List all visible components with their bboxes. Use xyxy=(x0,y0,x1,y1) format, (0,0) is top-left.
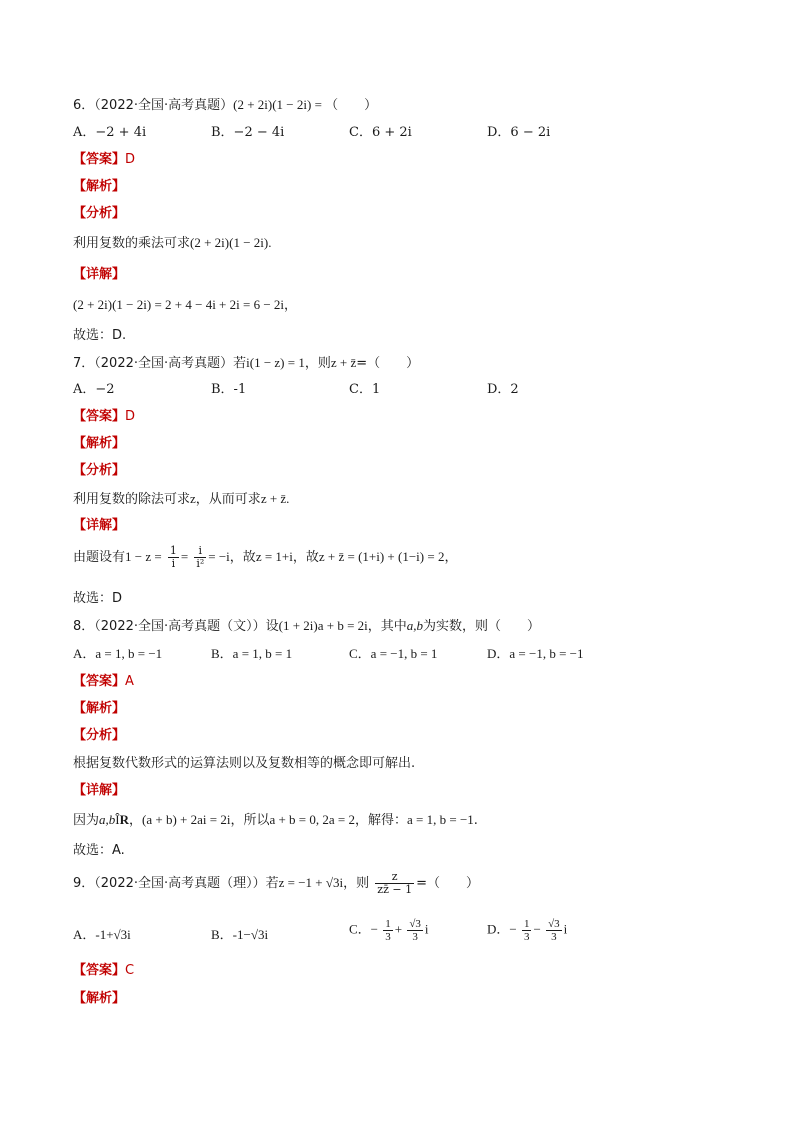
q9-stem-fraction: $\frac{z}{zz̄ - 1}$ xyxy=(377,870,413,896)
q8-option-b[interactable]: B．a = 1, b = 1 xyxy=(211,646,293,661)
q6-answer: 【答案】D xyxy=(73,152,136,167)
q6-option-d[interactable]: D．6 − 2i xyxy=(487,125,551,140)
q7-option-b[interactable]: B．-1 xyxy=(211,382,247,397)
q7-choose: 故选：D xyxy=(73,591,123,606)
q8-fenxi: 根据复数代数形式的运算法则以及复数相等的概念即可解出. xyxy=(73,756,416,771)
q7-option-d[interactable]: D．2 xyxy=(487,382,519,397)
q8-option-a[interactable]: A．a = 1, b = −1 xyxy=(73,646,163,661)
q7-stem: 7．（2022·全国·高考真题）若i(1 − z) = 1，则z + z̄=（ ） xyxy=(73,355,420,371)
q9-option-a[interactable]: A．-1+√3i xyxy=(73,927,131,942)
q6-fenxi-tag: 【分析】 xyxy=(73,206,126,221)
q9-answer: 【答案】C xyxy=(73,963,135,978)
q6-option-c[interactable]: C．6 + 2i xyxy=(349,125,412,140)
q9-option-b[interactable]: B．-1−√3i xyxy=(211,927,269,942)
q7-fenxi-tag: 【分析】 xyxy=(73,463,126,478)
q9-stem: 9．（2022·全国·高考真题（理））若z = −1 + √3i，则 $\frac{z}{zz̄ - 1}$ =（ ） xyxy=(73,870,480,896)
q8-jiexi-tag: 【解析】 xyxy=(73,701,126,716)
q8-option-d[interactable]: D．a = −1, b = −1 xyxy=(487,646,584,661)
q7-xiangjie-tag: 【详解】 xyxy=(73,518,126,533)
q8-xiangjie-tag: 【详解】 xyxy=(73,783,126,798)
q6-jiexi-tag: 【解析】 xyxy=(73,179,126,194)
q7-jiexi-tag: 【解析】 xyxy=(73,436,126,451)
q9-option-d[interactable]: D．− $\frac{1}{3}$ − $\frac{√3}{3}$ i xyxy=(487,918,568,943)
q6-option-b[interactable]: B．−2 − 4i xyxy=(211,125,285,140)
q9-option-c[interactable]: C．− $\frac{1}{3}$ + $\frac{√3}{3}$ i xyxy=(349,918,429,943)
q7-fenxi: 利用复数的除法可求z，从而可求z + z̄. xyxy=(73,491,290,507)
q7-option-c[interactable]: C．1 xyxy=(349,382,381,397)
q7-answer: 【答案】D xyxy=(73,409,136,424)
q8-detail: 因为a,bÎR，(a + b) + 2ai = 2i，所以a + b = 0, 2a = 2，解得：a = 1, b = −1. xyxy=(73,812,478,828)
q6-option-a[interactable]: A．−2 + 4i xyxy=(73,125,147,140)
q7-detail: 由题设有1 − z = $\frac{1}{i}$ = $\frac{i}{\text{i²}}$ = −i，故z = 1+i，故z + z̄ = (1+i) + (1−i) = 2， xyxy=(73,544,458,570)
q8-choose: 故选：A. xyxy=(73,843,125,858)
q8-stem: 8．（2022·全国·高考真题（文））设(1 + 2i)a + b = 2i，其中a,b为实数，则（ ） xyxy=(73,618,541,634)
q7-frac-1-over-i: $\frac{1}{i}$ xyxy=(169,544,177,570)
q6-fenxi: 利用复数的乘法可求(2 + 2i)(1 − 2i). xyxy=(73,235,272,251)
q7-frac-i-over-i2: $\frac{i}{\text{i²}}$ xyxy=(196,544,205,570)
q6-xiangjie-tag: 【详解】 xyxy=(73,267,126,282)
q6-detail: (2 + 2i)(1 − 2i) = 2 + 4 − 4i + 2i = 6 − 2i， xyxy=(73,297,298,312)
q7-option-a[interactable]: A．−2 xyxy=(73,382,115,397)
q8-fenxi-tag: 【分析】 xyxy=(73,728,126,743)
q8-option-c[interactable]: C．a = −1, b = 1 xyxy=(349,646,438,661)
q9-jiexi-tag: 【解析】 xyxy=(73,991,126,1006)
q6-choose: 故选：D. xyxy=(73,328,127,343)
q8-answer: 【答案】A xyxy=(73,674,134,689)
q6-stem: 6．（2022·全国·高考真题）(2 + 2i)(1 − 2i) = （ ） xyxy=(73,97,378,113)
